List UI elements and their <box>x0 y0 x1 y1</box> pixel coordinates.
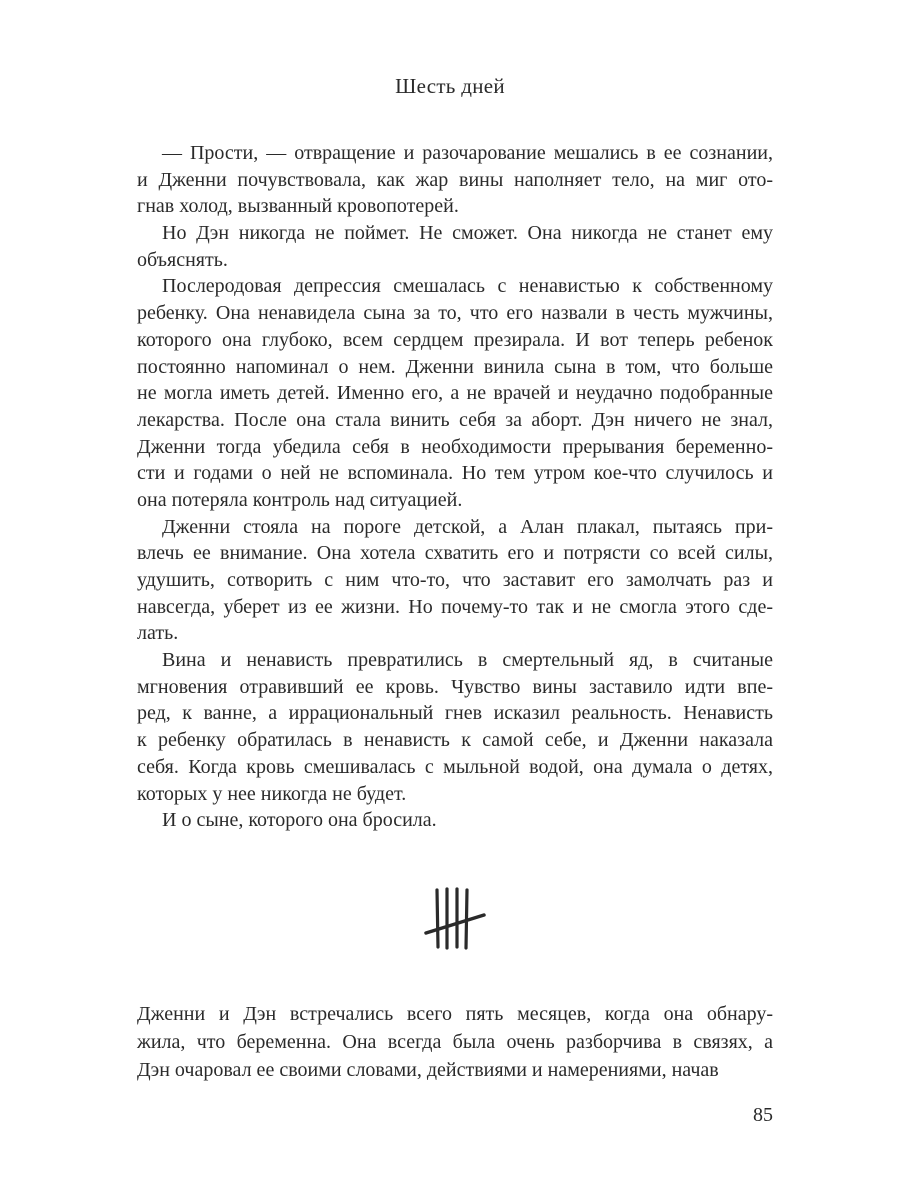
next-section-text <box>137 1000 773 1084</box>
text-line: и Дженни почувствовала, как жар вины наполняет тело, на миг ото- <box>137 168 773 191</box>
text-line: Дженни и Дэн встречались всего пять месяцев, когда она обнару- <box>137 1003 773 1025</box>
text-line: не могла иметь детей. Именно его, а не врачей и неудачно подобранные <box>137 382 773 405</box>
text-line: И о сыне, которого она бросила. <box>162 809 437 832</box>
text-line: лекарства. После она стала винить себя за аборт. Дэн ничего не знал, <box>137 408 773 431</box>
running-head: Шесть дней <box>395 74 505 98</box>
text-line: Дженни стояла на пороге детской, а Алан плакал, пытаясь при- <box>162 515 773 538</box>
text-line: которого она глубоко, всем сердцем презирала. И вот теперь ребенок <box>137 328 773 351</box>
text-line: гнав холод, вызванный кровопотерей. <box>137 195 459 218</box>
text-line: Но Дэн никогда не поймет. Не сможет. Она никогда не станет ему <box>162 222 773 245</box>
page-number: 85 <box>753 1104 773 1126</box>
text-line: влечь ее внимание. Она хотела схватить его и потрясти со всей силы, <box>137 542 773 565</box>
text-line: мгновения отравивший ее кровь. Чувство вины заставило идти впе- <box>137 675 773 698</box>
body-text <box>137 140 773 834</box>
text-line: сти и годами о ней не вспоминала. Но тем утром кое-что случилось и <box>137 462 773 485</box>
text-line: Послеродовая депрессия смешалась с ненавистью к собственному <box>162 275 773 298</box>
text-line: ребенку. Она ненавидела сына за то, что его назвали в честь мужчины, <box>137 302 773 325</box>
text-line: постоянно напоминал о нем. Дженни винила сына в том, что больше <box>137 355 773 378</box>
text-line: — Прости, — отвращение и разочарование мешались в ее сознании, <box>162 142 773 164</box>
text-line: она потеряла контроль над ситуацией. <box>137 488 463 511</box>
tally-marks-icon <box>420 885 490 955</box>
text-line: удушить, сотворить с ним что-то, что заставит его замолчать раз и <box>137 569 773 591</box>
text-line: жила, что беременна. Она всегда была очень разборчива в связях, а <box>137 1031 773 1053</box>
text-line: Дженни тогда убедила себя в необходимости прерывания беременно- <box>137 435 773 458</box>
text-line: лать. <box>137 622 179 645</box>
text-line: которых у нее никогда не будет. <box>137 782 407 805</box>
text-line: навсегда, уберет из ее жизни. Но почему-то так и не смогла этого сде- <box>137 595 773 618</box>
text-line: Дэн очаровал ее своими словами, действиями и намерениями, начав <box>137 1059 719 1081</box>
text-line: себя. Когда кровь смешивалась с мыльной водой, она думала о детях, <box>137 755 773 778</box>
text-line: ред, к ванне, а иррациональный гнев исказил реальность. Ненависть <box>137 702 773 725</box>
text-line: объяснять. <box>137 248 228 271</box>
text-line: к ребенку обратилась в ненависть к самой себе, и Дженни наказала <box>137 729 773 752</box>
text-line: Вина и ненависть превратились в смертельный яд, в считаные <box>162 649 773 672</box>
